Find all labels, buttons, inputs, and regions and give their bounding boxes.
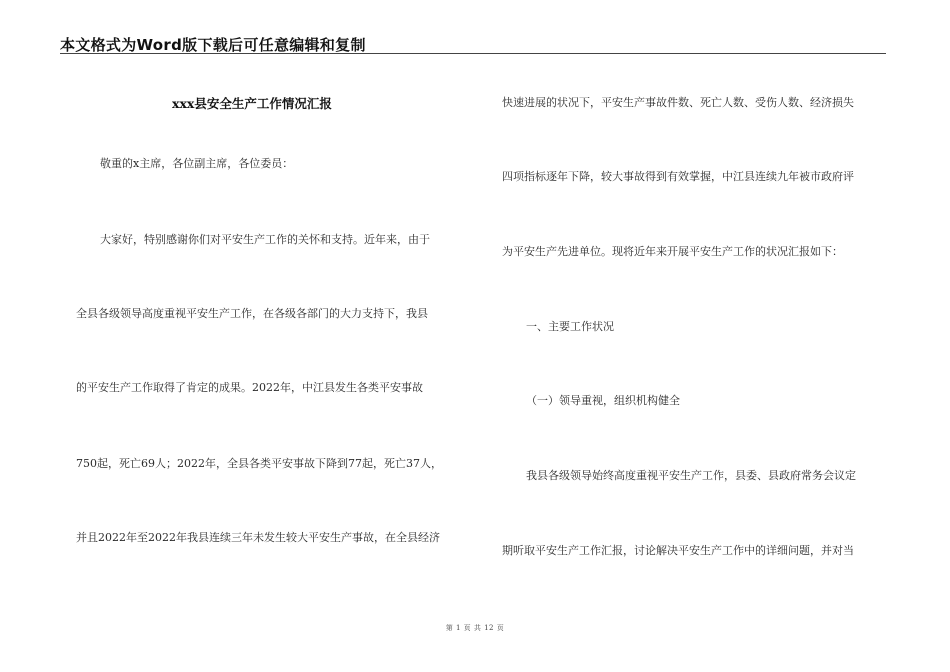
body-line: 并且2022年至2022年我县连续三年未发生较大平安生产事故，在全县经济 <box>76 531 440 544</box>
salutation-line: 敬重的x主席，各位副主席，各位委员： <box>100 157 294 170</box>
body-line: 期听取平安生产工作汇报，讨论解决平安生产工作中的详细问题，并对当 <box>502 544 854 557</box>
section-heading: 一、主要工作状况 <box>526 320 614 333</box>
body-line: 全县各级领导高度重视平安生产工作，在各级各部门的大力支持下，我县 <box>76 307 428 320</box>
body-line: 的平安生产工作取得了肯定的成果。2022年，中江县发生各类平安事故 <box>76 381 423 394</box>
body-line: 为平安生产先进单位。现将近年来开展平安生产工作的状况汇报如下： <box>502 245 843 258</box>
header-divider <box>60 53 886 54</box>
page-indicator: 第 1 页 共 12 页 <box>445 624 505 632</box>
subsection-heading: （一）领导重视，组织机构健全 <box>526 394 680 407</box>
body-line: 750起，死亡69人；2022年，全县各类平安事故下降到77起，死亡37人， <box>76 457 442 470</box>
document-banner: 本文格式为Word版下载后可任意编辑和复制 <box>60 36 366 54</box>
body-line: 大家好，特别感谢你们对平安生产工作的关怀和支持。近年来，由于 <box>100 233 430 246</box>
document-title: xxx县安全生产工作情况汇报 <box>172 96 332 111</box>
body-line: 四项指标逐年下降，较大事故得到有效掌握，中江县连续九年被市政府评 <box>502 170 854 183</box>
body-line: 快速进展的状况下，平安生产事故件数、死亡人数、受伤人数、经济损失 <box>502 96 854 109</box>
body-line: 我县各级领导始终高度重视平安生产工作，县委、县政府常务会议定 <box>526 469 856 482</box>
